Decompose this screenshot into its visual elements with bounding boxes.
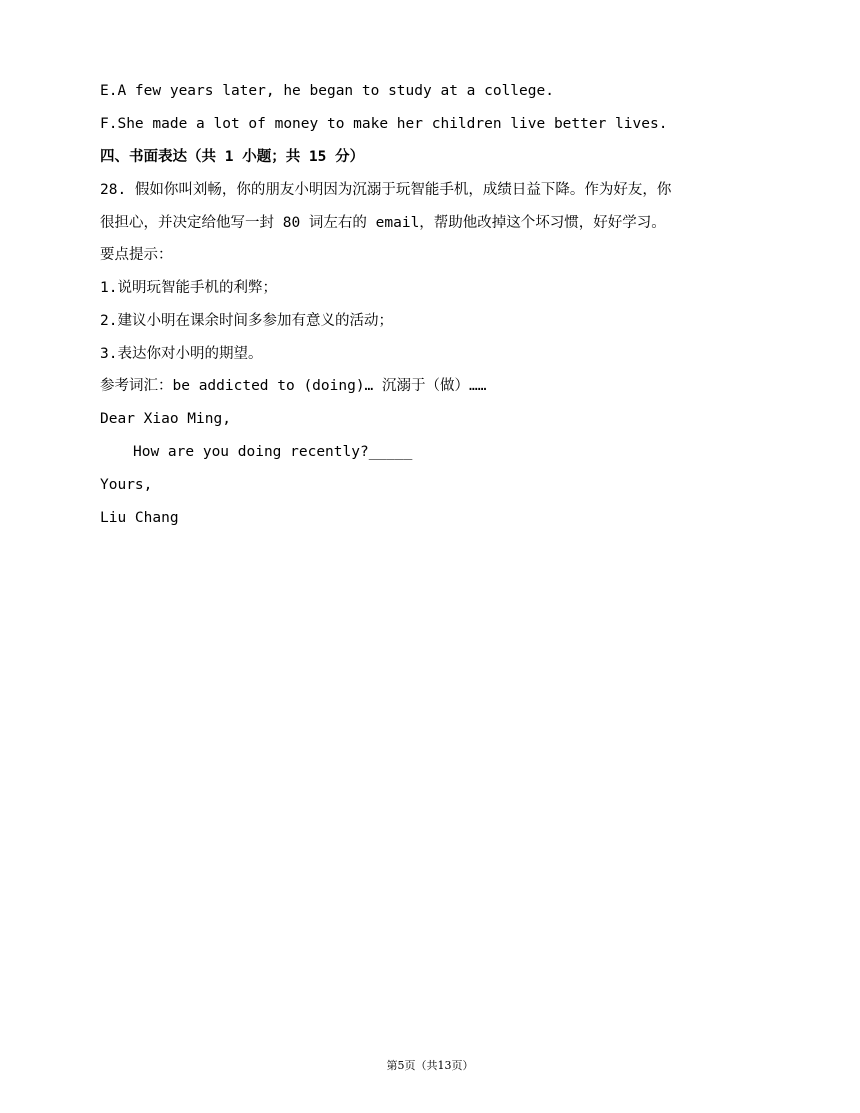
section-heading: 四、书面表达（共 1 小题；共 15 分）	[100, 149, 365, 165]
option-f: F.She made a lot of money to make her children live better lives.	[100, 116, 668, 132]
hint-3: 3.表达你对小明的期望。	[100, 346, 263, 362]
option-e: E.A few years later, he began to study at a college.	[100, 83, 554, 99]
hint-2: 2.建议小明在课余时间多参加有意义的活动；	[100, 313, 393, 329]
letter-closing: Yours,	[100, 477, 153, 493]
letter-opening: How are you doing recently?_____	[133, 444, 413, 460]
hint-1: 1.说明玩智能手机的利弊；	[100, 280, 277, 296]
hints-title: 要点提示：	[100, 247, 173, 263]
page-number-footer: 第5页（共13页）	[386, 1059, 474, 1072]
letter-signature: Liu Chang	[100, 510, 179, 526]
question-prompt-line-1: 28. 假如你叫刘畅，你的朋友小明因为沉溺于玩智能手机，成绩日益下降。作为好友，你	[100, 182, 672, 198]
question-prompt-line-2: 很担心，并决定给他写一封 80 词左右的 email，帮助他改掉这个坏习惯，好好学习。	[100, 215, 666, 231]
reference-vocabulary: 参考词汇：be addicted to (doing)… 沉溺于（做）……	[100, 378, 487, 394]
letter-greeting: Dear Xiao Ming,	[100, 411, 231, 427]
